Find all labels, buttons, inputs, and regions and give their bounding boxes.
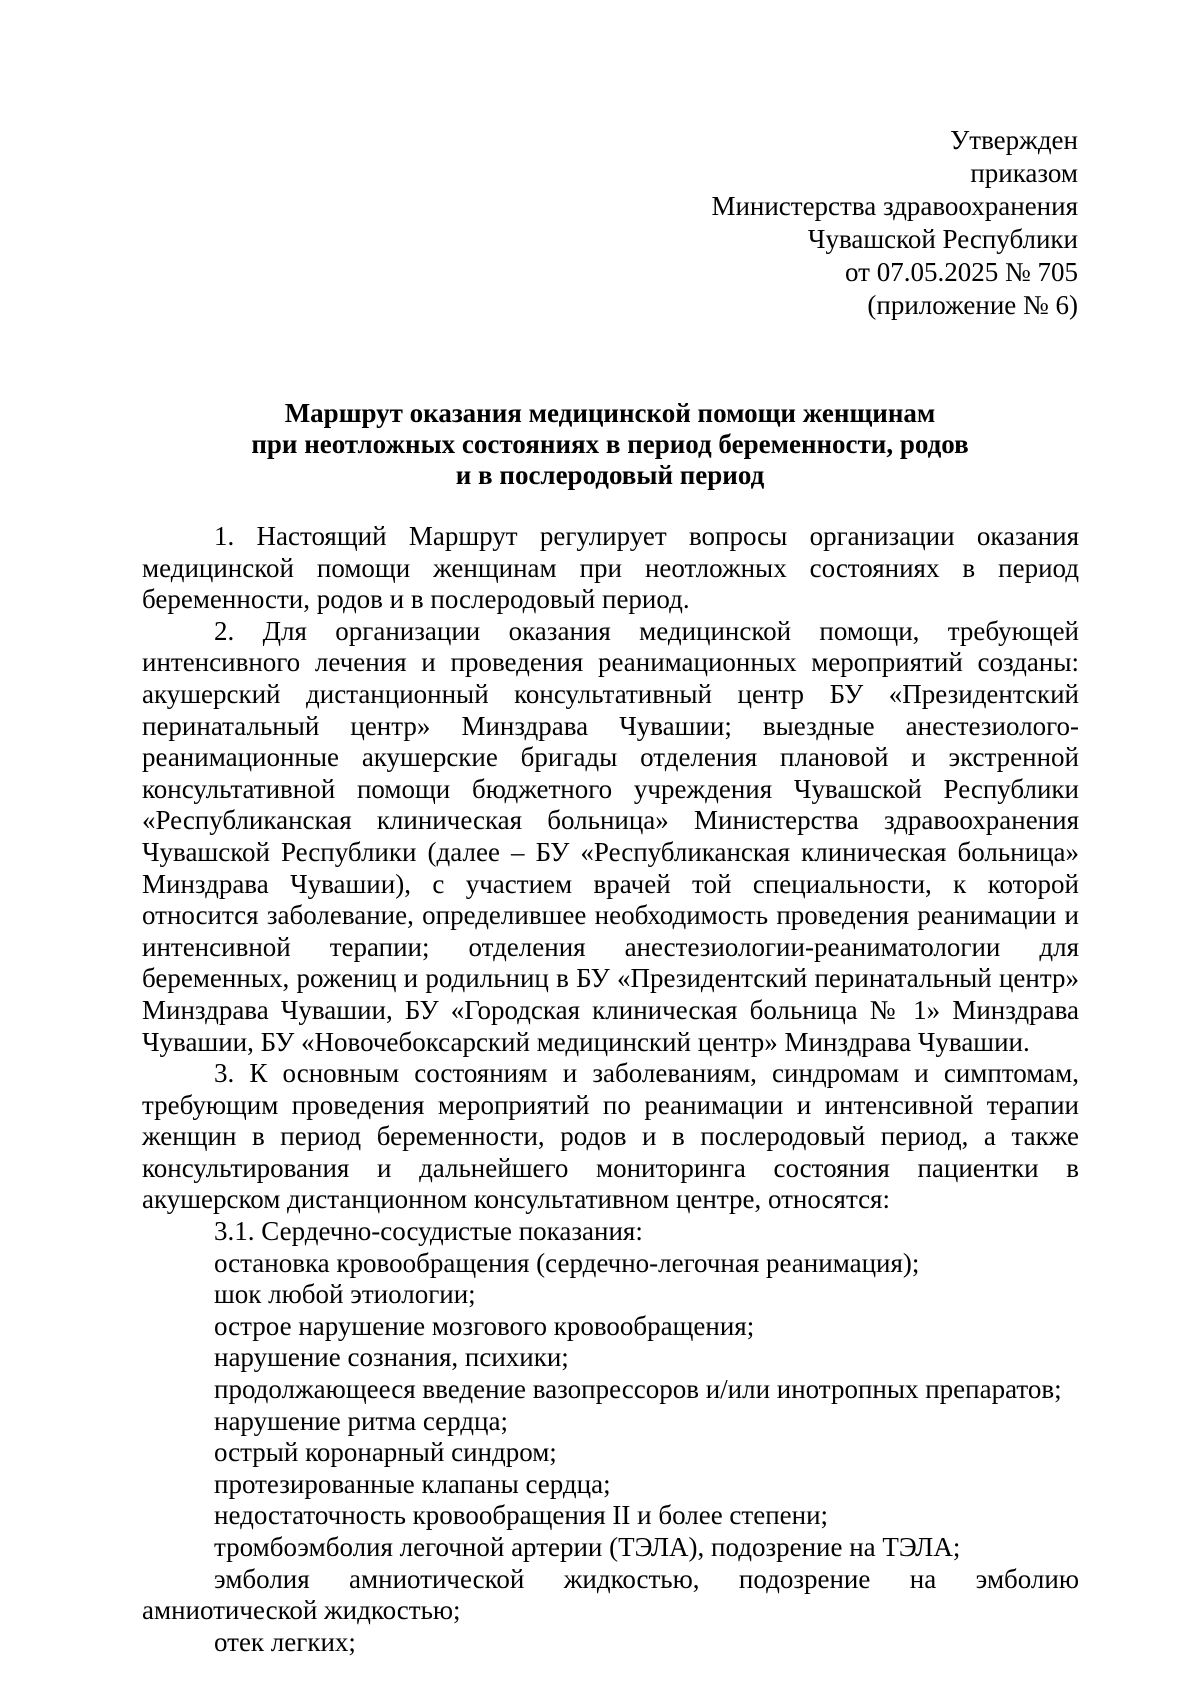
approval-line: приказом (970, 158, 1078, 188)
list-item: эмболия амниотической жидкостью, подозрение на эмболию амниотической жидкостью; (142, 1563, 1079, 1626)
list-item: отек легких; (214, 1626, 356, 1657)
paragraph-2: 2. Для организации оказания медицинской помощи, требующей интенсивного лечения и проведения реанимационных мероприятий созданы: акушерский дистанционный консультативный центр БУ «Президентский перинатальный центр» Минздрава Чувашии; выездные анестезиолого-реанимационные акушерские бригады отделения плановой и экстренной консультативной помощи бюджетного учреждения Чувашской Республики «Республиканская клиническая больница» Министерства здравоохранения Чувашской Республики (далее – БУ «Республиканская клиническая больница» Минздрава Чувашии), с участием врачей той специальности, к которой относится заболевание, определившее необходимость проведения реанимации и интенсивной терапии; отделения анестезиологии-реаниматологии для беременных, рожениц и родильниц в БУ «Президентский перинатальный центр» Минздрава Чувашии, БУ «Городская клиническая больница № 1» Минздрава Чувашии, БУ «Новочебоксарский медицинский центр» Минздрава Чувашии. (142, 615, 1079, 1057)
list-item: недостаточность кровообращения II и более степени; (214, 1500, 829, 1531)
approval-line: Утвержден (950, 125, 1078, 155)
list-item: протезированные клапаны сердца; (214, 1468, 611, 1499)
list-item: нарушение сознания, психики; (214, 1342, 569, 1373)
approval-line: Чувашской Республики (807, 224, 1078, 254)
list-item: острый коронарный синдром; (214, 1437, 557, 1468)
list-item: нарушение ритма сердца; (214, 1405, 508, 1436)
approval-line: Министерства здравоохранения (711, 191, 1078, 221)
list-item: шок любой этиологии; (214, 1279, 476, 1310)
list-item: остановка кровообращения (сердечно-легочная реанимация); (214, 1247, 920, 1278)
document-title (140, 398, 1080, 491)
approval-stamp-block (711, 124, 1078, 322)
approval-order-date-number: от 07.05.2025 № 705 (845, 257, 1078, 287)
list-item: тромбоэмболия легочной артерии (ТЭЛА), подозрение на ТЭЛА; (214, 1532, 961, 1562)
document-body (142, 521, 1079, 1658)
title-line: и в послеродовый период (455, 460, 765, 490)
paragraph-1: 1. Настоящий Маршрут регулирует вопросы организации оказания медицинской помощи женщинам при неотложных состояниях в период беременности, родов и в послеродовый период. (142, 521, 1079, 615)
approval-appendix-number: (приложение № 6) (867, 290, 1078, 320)
list-item: острое нарушение мозгового кровообращения; (214, 1310, 755, 1341)
title-line: при неотложных состояниях в период беременности, родов (251, 429, 969, 459)
paragraph-3: 3. К основным состояниям и заболеваниям, синдромам и симптомам, требующим проведения мероприятий по реанимации и интенсивной терапии женщин в период беременности, родов и в послеродовый период, а также консультирования и дальнейшего мониторинга состояния пациентки в акушерском дистанционном консультативном центре, относятся: (142, 1058, 1079, 1215)
list-item: продолжающееся введение вазопрессоров и/или инотропных препаратов; (214, 1374, 1062, 1405)
section-3-1-heading: 3.1. Сердечно-сосудистые показания: (214, 1216, 643, 1247)
title-line: Маршрут оказания медицинской помощи женщинам (284, 398, 936, 428)
